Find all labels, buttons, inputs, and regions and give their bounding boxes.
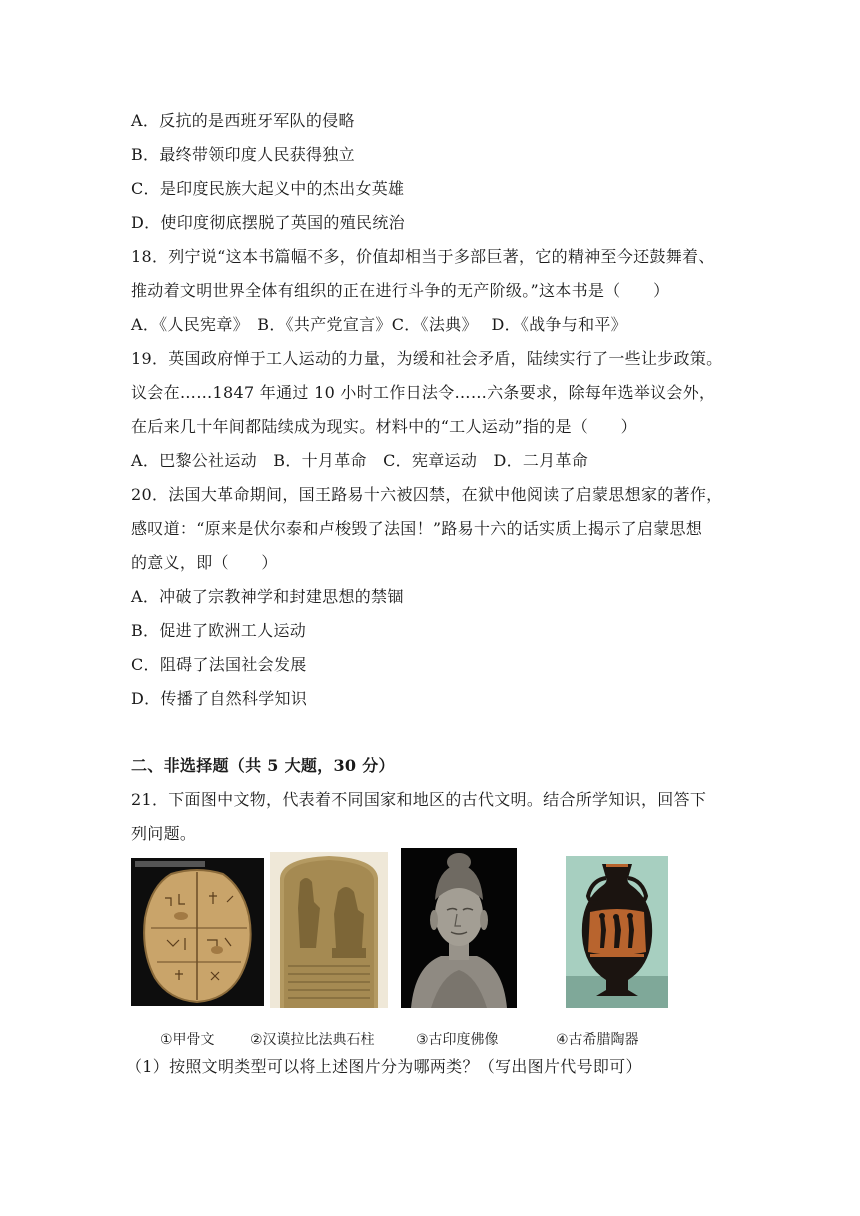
greek-pottery-image [566,856,668,1008]
q17-option-d: D．使印度彻底摆脱了英国的殖民统治 [131,213,405,232]
q20-option-c: C．阻碍了法国社会发展 [131,655,307,674]
oracle-bone-image [131,858,264,1006]
q21-subquestion-1: （1）按照文明类型可以将上述图片分为哪两类？（写出图片代号即可） [126,1057,642,1076]
q19-stem-line2: 议会在……1847 年通过 10 小时工作日法令……六条要求，除每年选举议会外， [131,383,716,402]
q17-option-a: A．反抗的是西班牙军队的侵略 [131,111,355,130]
caption-buddha-statue: ③古印度佛像 [416,1032,499,1048]
q18-options: A．《人民宪章》 B．《共产党宣言》C．《法典》 D．《战争与和平》 [131,315,627,334]
caption-oracle-bone: ①甲骨文 [160,1032,215,1048]
q20-stem-line1: 20．法国大革命期间，国王路易十六被囚禁，在狱中他阅读了启蒙思想家的著作， [131,485,723,504]
q20-stem-line3: 的意义，即（ ） [131,553,278,572]
q18-stem-line1: 18．列宁说“这本书篇幅不多，价值却相当于多部巨著，它的精神至今还鼓舞着、 [131,247,715,266]
q19-stem-line1: 19．英国政府惮于工人运动的力量，为缓和社会矛盾，陆续实行了一些让步政策。 [131,349,723,368]
q20-stem-line2: 感叹道：“原来是伏尔泰和卢梭毁了法国！”路易十六的话实质上揭示了启蒙思想 [131,519,703,538]
q17-option-b: B．最终带领印度人民获得独立 [131,145,355,164]
q17-option-c: C．是印度民族大起义中的杰出女英雄 [131,179,405,198]
section-heading: 二、非选择题（共 5 大题，30 分） [131,756,395,775]
hammurabi-stele-image [270,852,388,1008]
q21-stem-line2: 列问题。 [131,824,197,843]
q18-stem-line2: 推动着文明世界全体有组织的正在进行斗争的无产阶级。”这本书是（ ） [131,281,670,300]
caption-hammurabi-stele: ②汉谟拉比法典石柱 [250,1032,375,1048]
buddha-statue-image [401,848,517,1008]
q20-option-b: B．促进了欧洲工人运动 [131,621,307,640]
q19-options: A．巴黎公社运动 B．十月革命 C．宪章运动 D．二月革命 [131,451,589,470]
q21-stem-line1: 21．下面图中文物，代表着不同国家和地区的古代文明。结合所学知识，回答下 [131,790,707,809]
q20-option-d: D．传播了自然科学知识 [131,689,308,708]
caption-greek-pottery: ④古希腊陶器 [556,1032,639,1048]
q20-option-a: A．冲破了宗教神学和封建思想的禁锢 [131,587,404,606]
q19-stem-line3: 在后来几十年间都陆续成为现实。材料中的“工人运动”指的是（ ） [131,417,637,436]
